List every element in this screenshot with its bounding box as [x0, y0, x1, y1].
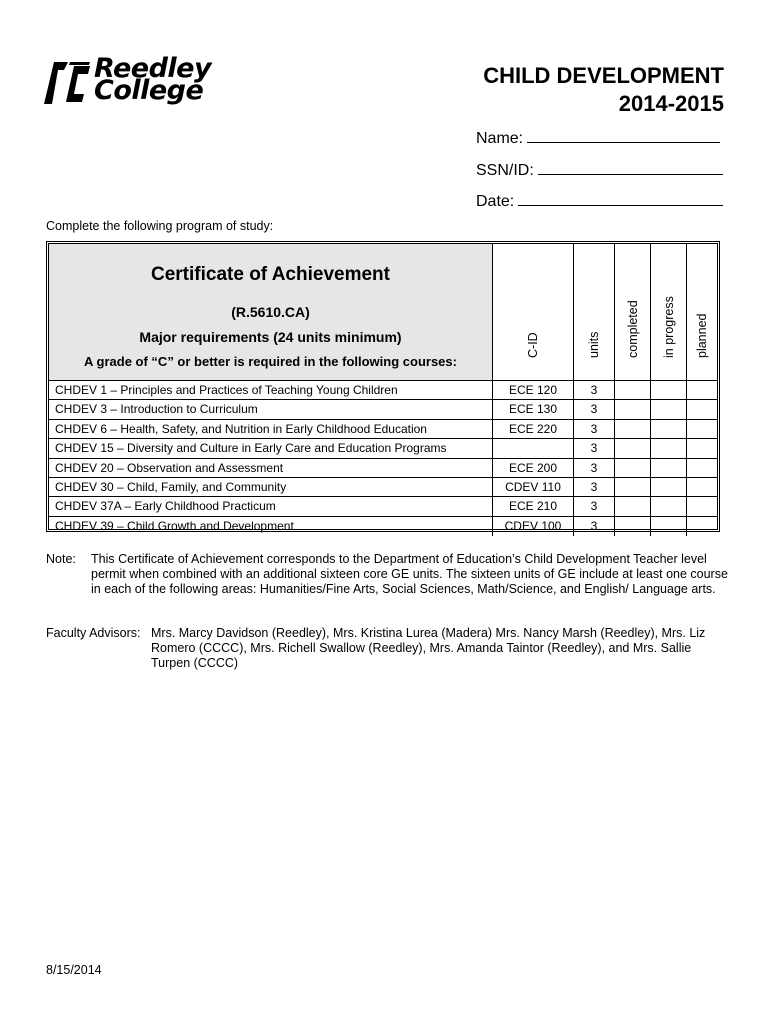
logo-line-2: College [94, 75, 204, 106]
in-progress-checkbox[interactable] [650, 478, 686, 496]
rc-logo-icon [44, 60, 92, 106]
planned-checkbox[interactable] [686, 517, 717, 536]
completed-checkbox[interactable] [614, 381, 650, 399]
completed-checkbox[interactable] [614, 420, 650, 438]
course-cid: ECE 130 [492, 400, 573, 418]
logo-line-1: Reedley [94, 53, 212, 84]
advisors-text: Mrs. Marcy Davidson (Reedley), Mrs. Kristina Lurea (Madera) Mrs. Nancy Marsh (Reedley), Mrs. Liz Romero (CCCC), Mrs. Richell Swallow (Reedley), Mrs. Amanda Taintor (Reedley), and Mrs. Sallie Turpen (CCCC) [151, 626, 706, 670]
planned-checkbox[interactable] [686, 497, 717, 515]
course-name: CHDEV 15 – Diversity and Culture in Early Care and Education Programs [55, 441, 447, 456]
course-units: 3 [573, 478, 614, 496]
completed-checkbox[interactable] [614, 439, 650, 457]
in-progress-checkbox[interactable] [650, 439, 686, 457]
planned-checkbox[interactable] [686, 420, 717, 438]
course-units: 3 [573, 381, 614, 399]
column-header-planned: planned [686, 244, 717, 380]
course-name: CHDEV 37A – Early Childhood Practicum [55, 499, 276, 514]
planned-checkbox[interactable] [686, 459, 717, 477]
course-units: 3 [573, 459, 614, 477]
table-row [49, 497, 717, 516]
course-cid: CDEV 110 [492, 478, 573, 496]
course-name: CHDEV 39 – Child Growth and Development [55, 518, 294, 533]
course-units: 3 [573, 497, 614, 515]
name-line[interactable] [527, 127, 720, 143]
advisors-label: Faculty Advisors: [46, 626, 141, 640]
certificate-code: (R.5610.CA) [231, 304, 310, 320]
title-year: 2014-2015 [618, 91, 724, 116]
course-cid: ECE 210 [492, 497, 573, 515]
column-header-cid: C-ID [492, 244, 573, 380]
table-row [49, 400, 717, 419]
completed-checkbox[interactable] [614, 459, 650, 477]
table-row [49, 459, 717, 478]
footer-date: 8/15/2014 [46, 963, 102, 977]
column-header-in-progress: in progress [650, 244, 686, 380]
table-row [49, 439, 717, 458]
column-header-units: units [573, 244, 614, 380]
table-row [49, 478, 717, 497]
column-header-completed: completed [614, 244, 650, 380]
college-logo [44, 53, 234, 108]
planned-checkbox[interactable] [686, 439, 717, 457]
date-field[interactable] [476, 190, 723, 210]
course-units: 3 [573, 517, 614, 536]
in-progress-checkbox[interactable] [650, 420, 686, 438]
course-rows [49, 381, 717, 536]
note-text: This Certificate of Achievement corresponds to the Department of Education’s Child Development Teacher level permit when combined with an additional sixteen core GE units. The sixteen units of GE include at least one course in each of the following areas: Humanities/Fine Arts, Social Sciences, Math/Science, and English/ Language arts. [91, 552, 728, 596]
in-progress-checkbox[interactable] [650, 381, 686, 399]
major-requirements: Major requirements (24 units minimum) [139, 329, 402, 345]
certificate-heading: Certificate of Achievement [151, 264, 390, 285]
course-cid [492, 439, 573, 457]
table-header [49, 244, 717, 381]
table-row [49, 381, 717, 400]
course-units: 3 [573, 400, 614, 418]
grade-requirement: A grade of “C” or better is required in the following courses: [84, 354, 457, 369]
program-table [46, 241, 720, 532]
ssn-line[interactable] [538, 159, 723, 175]
planned-checkbox[interactable] [686, 400, 717, 418]
course-units: 3 [573, 439, 614, 457]
completed-checkbox[interactable] [614, 497, 650, 515]
completed-checkbox[interactable] [614, 478, 650, 496]
completed-checkbox[interactable] [614, 400, 650, 418]
planned-checkbox[interactable] [686, 478, 717, 496]
course-cid: ECE 220 [492, 420, 573, 438]
in-progress-checkbox[interactable] [650, 459, 686, 477]
course-name: CHDEV 1 – Principles and Practices of Teaching Young Children [55, 383, 398, 397]
table-row [49, 517, 717, 536]
header-description [49, 244, 492, 380]
planned-checkbox[interactable] [686, 381, 717, 399]
course-name: CHDEV 6 – Health, Safety, and Nutrition in Early Childhood Education [55, 421, 427, 436]
course-name: CHDEV 30 – Child, Family, and Community [55, 479, 287, 494]
course-cid: CDEV 100 [492, 517, 573, 536]
course-cid: ECE 120 [492, 381, 573, 399]
course-units: 3 [573, 420, 614, 438]
ssn-label: SSN/ID: [476, 162, 534, 179]
course-name: CHDEV 20 – Observation and Assessment [55, 460, 284, 475]
instruction-text: Complete the following program of study: [46, 219, 274, 233]
in-progress-checkbox[interactable] [650, 497, 686, 515]
logo-text [94, 53, 212, 106]
note-label: Note: [46, 552, 76, 566]
course-cid: ECE 200 [492, 459, 573, 477]
name-label: Name: [476, 130, 524, 147]
date-label: Date: [476, 193, 515, 210]
title-line-1: CHILD DEVELOPMENT [483, 63, 724, 88]
course-name: CHDEV 3 – Introduction to Curriculum [55, 402, 258, 417]
ssn-field[interactable] [476, 159, 723, 179]
date-line[interactable] [518, 190, 723, 206]
in-progress-checkbox[interactable] [650, 400, 686, 418]
table-row [49, 420, 717, 439]
in-progress-checkbox[interactable] [650, 517, 686, 536]
completed-checkbox[interactable] [614, 517, 650, 536]
name-field[interactable] [476, 127, 720, 147]
document-title [483, 62, 724, 118]
